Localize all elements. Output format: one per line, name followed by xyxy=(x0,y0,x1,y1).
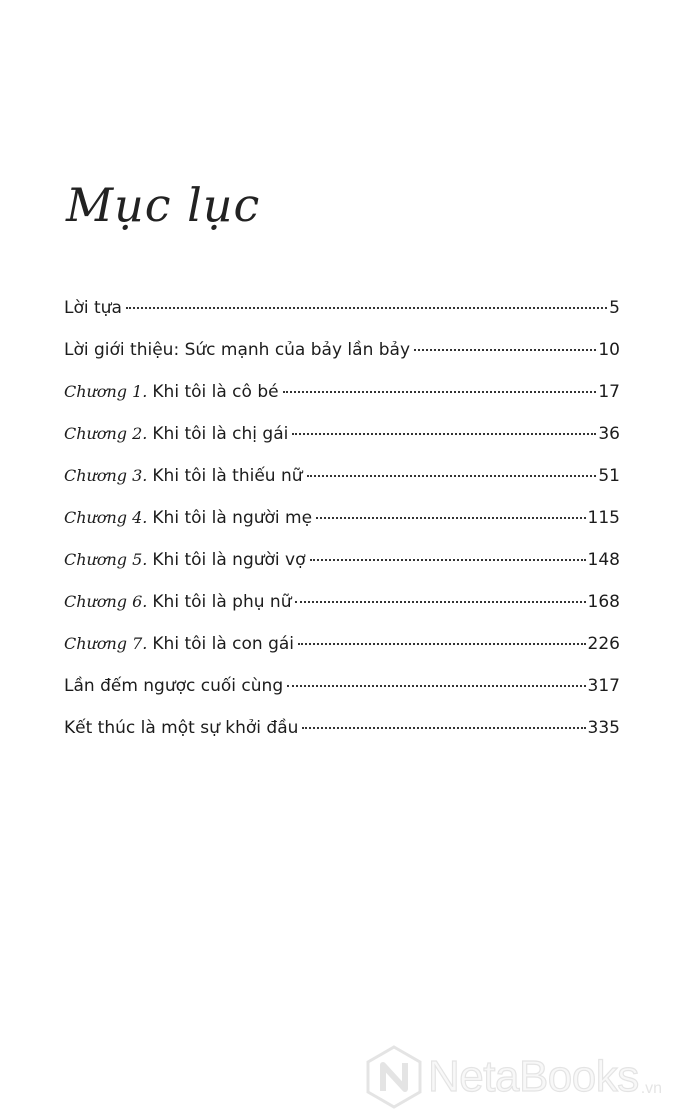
toc-item-title: Khi tôi là cô bé xyxy=(152,382,279,402)
toc-item-title: Kết thúc là một sự khởi đầu xyxy=(64,718,299,738)
watermark xyxy=(366,1042,696,1112)
toc-item xyxy=(64,718,620,760)
toc-item xyxy=(64,550,620,592)
toc-item xyxy=(64,634,620,676)
toc-dot-leader xyxy=(310,559,586,561)
toc-item-title: Lời tựa xyxy=(64,298,122,318)
toc-list xyxy=(64,298,620,760)
toc-item xyxy=(64,340,620,382)
toc-page-number: 317 xyxy=(587,676,620,696)
toc-item-title: Khi tôi là chị gái xyxy=(152,424,289,444)
toc-title: Mục lục xyxy=(66,178,261,232)
toc-page-number: 5 xyxy=(609,298,620,318)
toc-page-number: 10 xyxy=(598,340,620,360)
toc-page-number: 335 xyxy=(587,718,620,738)
toc-item xyxy=(64,676,620,718)
toc-item-title: Khi tôi là thiếu nữ xyxy=(152,466,303,486)
toc-page-number: 226 xyxy=(587,634,620,654)
toc-item xyxy=(64,466,620,508)
toc-item-title: Lần đếm ngược cuối cùng xyxy=(64,676,284,696)
toc-dot-leader xyxy=(126,307,607,309)
netabooks-logo-icon xyxy=(366,1045,422,1109)
toc-item-title: Khi tôi là phụ nữ xyxy=(152,592,292,612)
watermark-suffix: .vn xyxy=(640,1080,663,1097)
toc-chapter-prefix: Chương 5. xyxy=(64,550,148,569)
toc-dot-leader xyxy=(295,601,585,603)
toc-item xyxy=(64,298,620,340)
toc-item xyxy=(64,508,620,550)
toc-chapter-prefix: Chương 4. xyxy=(64,508,148,527)
toc-dot-leader xyxy=(316,517,585,519)
toc-chapter-prefix: Chương 1. xyxy=(64,382,148,401)
toc-item xyxy=(64,382,620,424)
toc-item-title: Lời giới thiệu: Sức mạnh của bảy lần bảy xyxy=(64,340,411,360)
toc-item-title: Khi tôi là người vợ xyxy=(152,550,306,570)
toc-chapter-prefix: Chương 6. xyxy=(64,592,148,611)
toc-chapter-prefix: Chương 3. xyxy=(64,466,148,485)
toc-dot-leader xyxy=(414,349,596,351)
toc-page-number: 51 xyxy=(598,466,620,486)
toc-dot-leader xyxy=(302,727,585,729)
toc-dot-leader xyxy=(298,643,586,645)
toc-dot-leader xyxy=(292,433,596,435)
toc-page-number: 148 xyxy=(587,550,620,570)
toc-item-title: Khi tôi là người mẹ xyxy=(152,508,313,528)
toc-page-number: 168 xyxy=(587,592,620,612)
toc-item-title: Khi tôi là con gái xyxy=(152,634,295,654)
toc-item xyxy=(64,592,620,634)
toc-page-number: 36 xyxy=(598,424,620,444)
toc-dot-leader xyxy=(307,475,597,477)
toc-page-number: 115 xyxy=(587,508,620,528)
toc-page-number: 17 xyxy=(598,382,620,402)
toc-chapter-prefix: Chương 7. xyxy=(64,634,148,653)
toc-dot-leader xyxy=(287,685,585,687)
toc-chapter-prefix: Chương 2. xyxy=(64,424,148,443)
toc-item xyxy=(64,424,620,466)
toc-dot-leader xyxy=(283,391,597,393)
watermark-brand: NetaBooks xyxy=(428,1052,639,1101)
